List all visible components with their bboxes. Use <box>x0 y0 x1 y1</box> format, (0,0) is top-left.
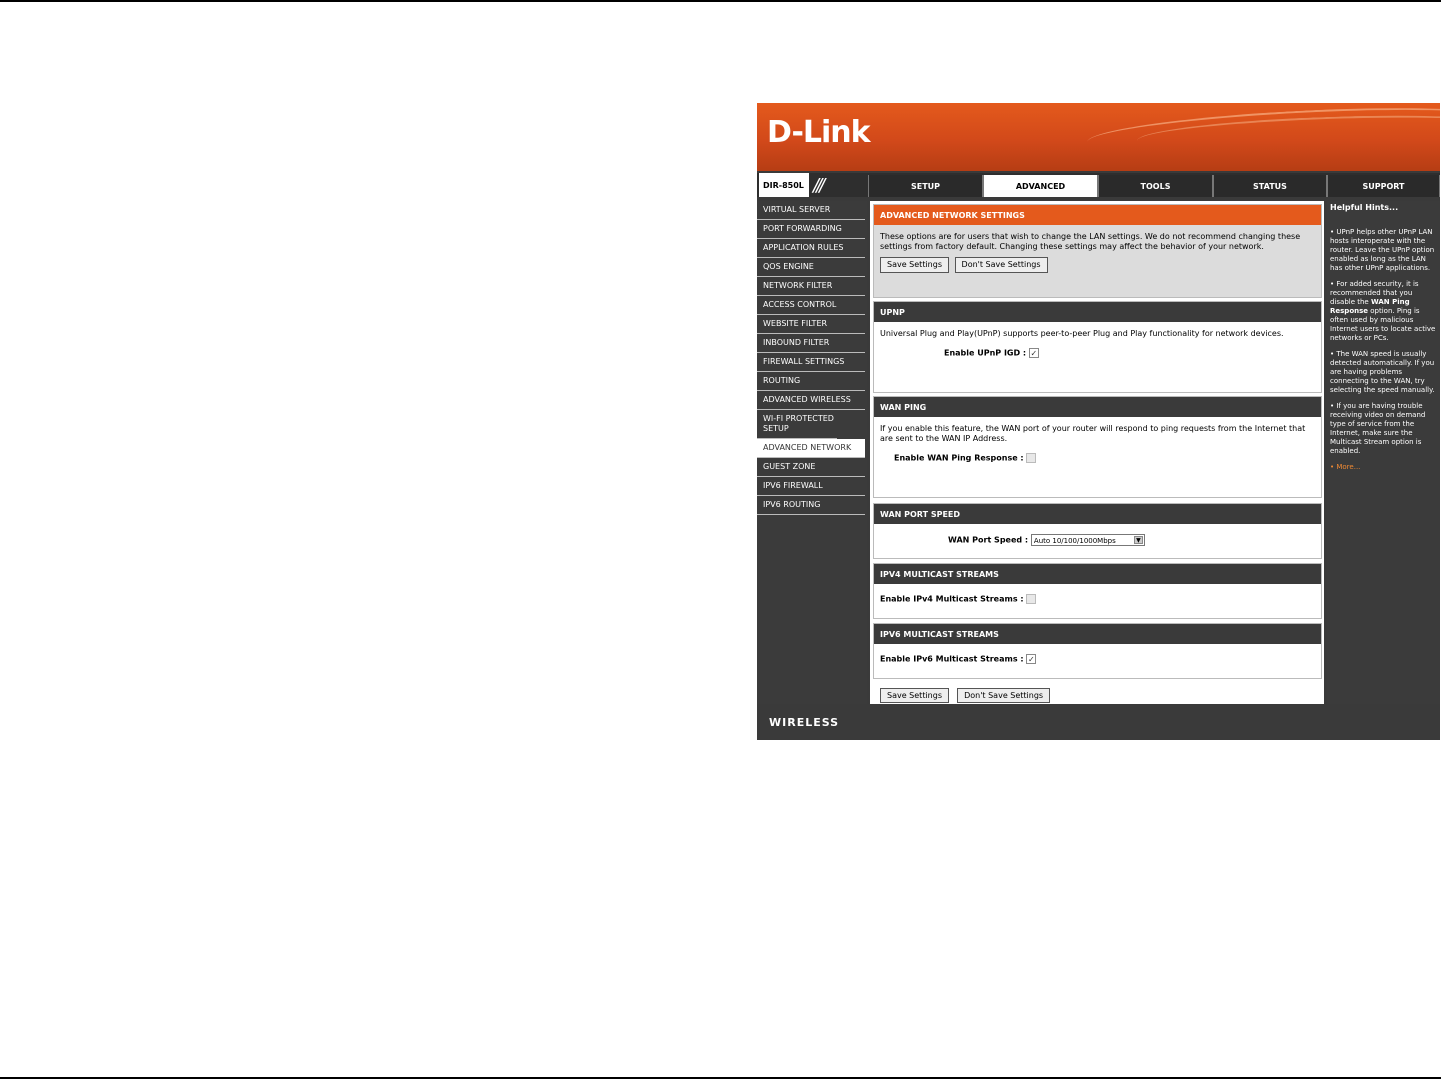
wan-port-speed-body <box>874 524 1321 553</box>
tab-support[interactable]: SUPPORT <box>1327 175 1440 197</box>
bottom-buttons <box>880 683 1053 703</box>
ipv4-multicast-row <box>880 594 1315 605</box>
sidebar-item-network-filter[interactable]: NETWORK FILTER <box>757 277 865 296</box>
wan-ping-description: If you enable this feature, the WAN port of your router will respond to ping requests from the Internet that are sent to the WAN IP Address. <box>880 424 1306 443</box>
wan-ping-section <box>873 396 1322 498</box>
section-title: IPV6 MULTICAST STREAMS <box>874 624 1321 644</box>
upnp-row <box>880 348 1315 359</box>
sidebar-item-virtual-server[interactable]: VIRTUAL SERVER <box>757 201 865 220</box>
router-admin-screenshot <box>757 103 1440 740</box>
header-banner <box>757 103 1440 171</box>
sidebar-item-application-rules[interactable]: APPLICATION RULES <box>757 239 865 258</box>
section-title: UPNP <box>874 302 1321 322</box>
sidebar-item-access-control[interactable]: ACCESS CONTROL <box>757 296 865 315</box>
save-settings-button[interactable]: Save Settings <box>880 257 949 273</box>
sidebar-item-advanced-wireless[interactable]: ADVANCED WIRELESS <box>757 391 865 410</box>
more-link[interactable]: • More... <box>1330 463 1361 471</box>
section-title: WAN PORT SPEED <box>874 504 1321 524</box>
chevron-down-icon[interactable]: ▼ <box>1134 536 1143 544</box>
section-title: WAN PING <box>874 397 1321 417</box>
ipv6-multicast-checkbox[interactable]: ✓ <box>1028 655 1035 664</box>
ipv4-multicast-label: Enable IPv4 Multicast Streams : <box>880 594 1024 604</box>
ipv6-multicast-section <box>873 623 1322 679</box>
hint-multicast: • If you are having trouble receiving video on demand type of service from the Internet, make sure the Multicast Stream option is enabled. <box>1330 402 1426 455</box>
hint-wan-ping: • For added security, it is recommended that you disable the WAN Ping Response option. Ping is often used by malicious Internet users to locate active networks or PCs. <box>1330 280 1436 342</box>
sidebar-item-ipv6-firewall[interactable]: IPV6 FIREWALL <box>757 477 865 496</box>
tab-tools[interactable]: TOOLS <box>1098 175 1213 197</box>
dont-save-settings-button[interactable]: Don't Save Settings <box>955 257 1048 273</box>
wireless-logo: WIRELESS <box>769 716 840 729</box>
upnp-description: Universal Plug and Play(UPnP) supports peer-to-peer Plug and Play functionality for network devices. <box>880 329 1284 338</box>
ipv6-multicast-label: Enable IPv6 Multicast Streams : <box>880 654 1024 664</box>
sidebar-item-website-filter[interactable]: WEBSITE FILTER <box>757 315 865 334</box>
wan-port-speed-value: Auto 10/100/1000Mbps <box>1033 537 1116 545</box>
upnp-body <box>874 322 1321 366</box>
sidebar-item-wifi-protected-setup[interactable]: WI-FI PROTECTED SETUP <box>757 410 837 439</box>
hint-wan-speed: • The WAN speed is usually detected automatically. If you are having problems connecting to the WAN, try selecting the speed manually. <box>1330 350 1435 394</box>
ipv4-multicast-section <box>873 563 1322 619</box>
intro-text: These options are for users that wish to change the LAN settings. We do not recommend changing these settings from factory default. Changing these settings may affect the behavior of your network. <box>880 232 1301 251</box>
main-content <box>870 201 1324 704</box>
intro-buttons <box>880 257 1315 273</box>
helpful-hints-panel <box>1327 201 1440 704</box>
tab-status[interactable]: STATUS <box>1213 175 1327 197</box>
upnp-label: Enable UPnP IGD : <box>944 348 1027 358</box>
ipv6-multicast-body <box>874 644 1321 672</box>
ipv4-multicast-body <box>874 584 1321 612</box>
wan-port-speed-row <box>880 534 1315 546</box>
section-title: IPV4 MULTICAST STREAMS <box>874 564 1321 584</box>
page-top-rule <box>0 0 1441 2</box>
tab-advanced[interactable]: ADVANCED <box>983 175 1098 197</box>
ipv4-multicast-checkbox[interactable] <box>1026 594 1036 604</box>
sidebar-item-firewall-settings[interactable]: FIREWALL SETTINGS <box>757 353 865 372</box>
wan-ping-checkbox[interactable] <box>1026 453 1036 463</box>
dlink-logo: D-Link <box>767 115 870 150</box>
hint-upnp: • UPnP helps other UPnP LAN hosts interoperate with the router. Leave the UPnP option enabled as long as the LAN has other UPnP applications. <box>1330 228 1435 272</box>
model-label: DIR-850L <box>759 173 809 197</box>
wan-ping-label: Enable WAN Ping Response : <box>894 453 1024 463</box>
tab-setup[interactable]: SETUP <box>868 175 983 197</box>
wan-port-speed-label: WAN Port Speed : <box>948 535 1029 545</box>
sidebar-item-inbound-filter[interactable]: INBOUND FILTER <box>757 334 865 353</box>
sidebar-item-ipv6-routing[interactable]: IPV6 ROUTING <box>757 496 865 515</box>
upnp-checkbox[interactable]: ✓ <box>1030 349 1038 358</box>
sidebar-item-port-forwarding[interactable]: PORT FORWARDING <box>757 220 865 239</box>
hints-title: Helpful Hints... <box>1330 203 1399 212</box>
sidebar-item-advanced-network[interactable]: ADVANCED NETWORK <box>757 439 865 458</box>
model-slash-decoration: /// <box>813 175 823 196</box>
sidebar-item-routing[interactable]: ROUTING <box>757 372 865 391</box>
sidebar-item-guest-zone[interactable]: GUEST ZONE <box>757 458 865 477</box>
upnp-section <box>873 301 1322 393</box>
intro-body <box>874 225 1321 297</box>
page-bottom-rule <box>0 1077 1441 1079</box>
wan-ping-body <box>874 417 1321 471</box>
wan-ping-row <box>880 453 1315 464</box>
wan-port-speed-section <box>873 503 1322 559</box>
top-nav-bar <box>757 173 1440 197</box>
wan-port-speed-select[interactable] <box>1031 534 1145 546</box>
save-settings-button[interactable]: Save Settings <box>880 688 949 703</box>
intro-section <box>873 204 1322 298</box>
sidebar <box>757 201 867 704</box>
dont-save-settings-button[interactable]: Don't Save Settings <box>957 688 1050 703</box>
section-title: ADVANCED NETWORK SETTINGS <box>874 205 1321 225</box>
sidebar-item-qos-engine[interactable]: QOS ENGINE <box>757 258 865 277</box>
footer <box>757 704 1440 740</box>
ipv6-multicast-row <box>880 654 1315 665</box>
